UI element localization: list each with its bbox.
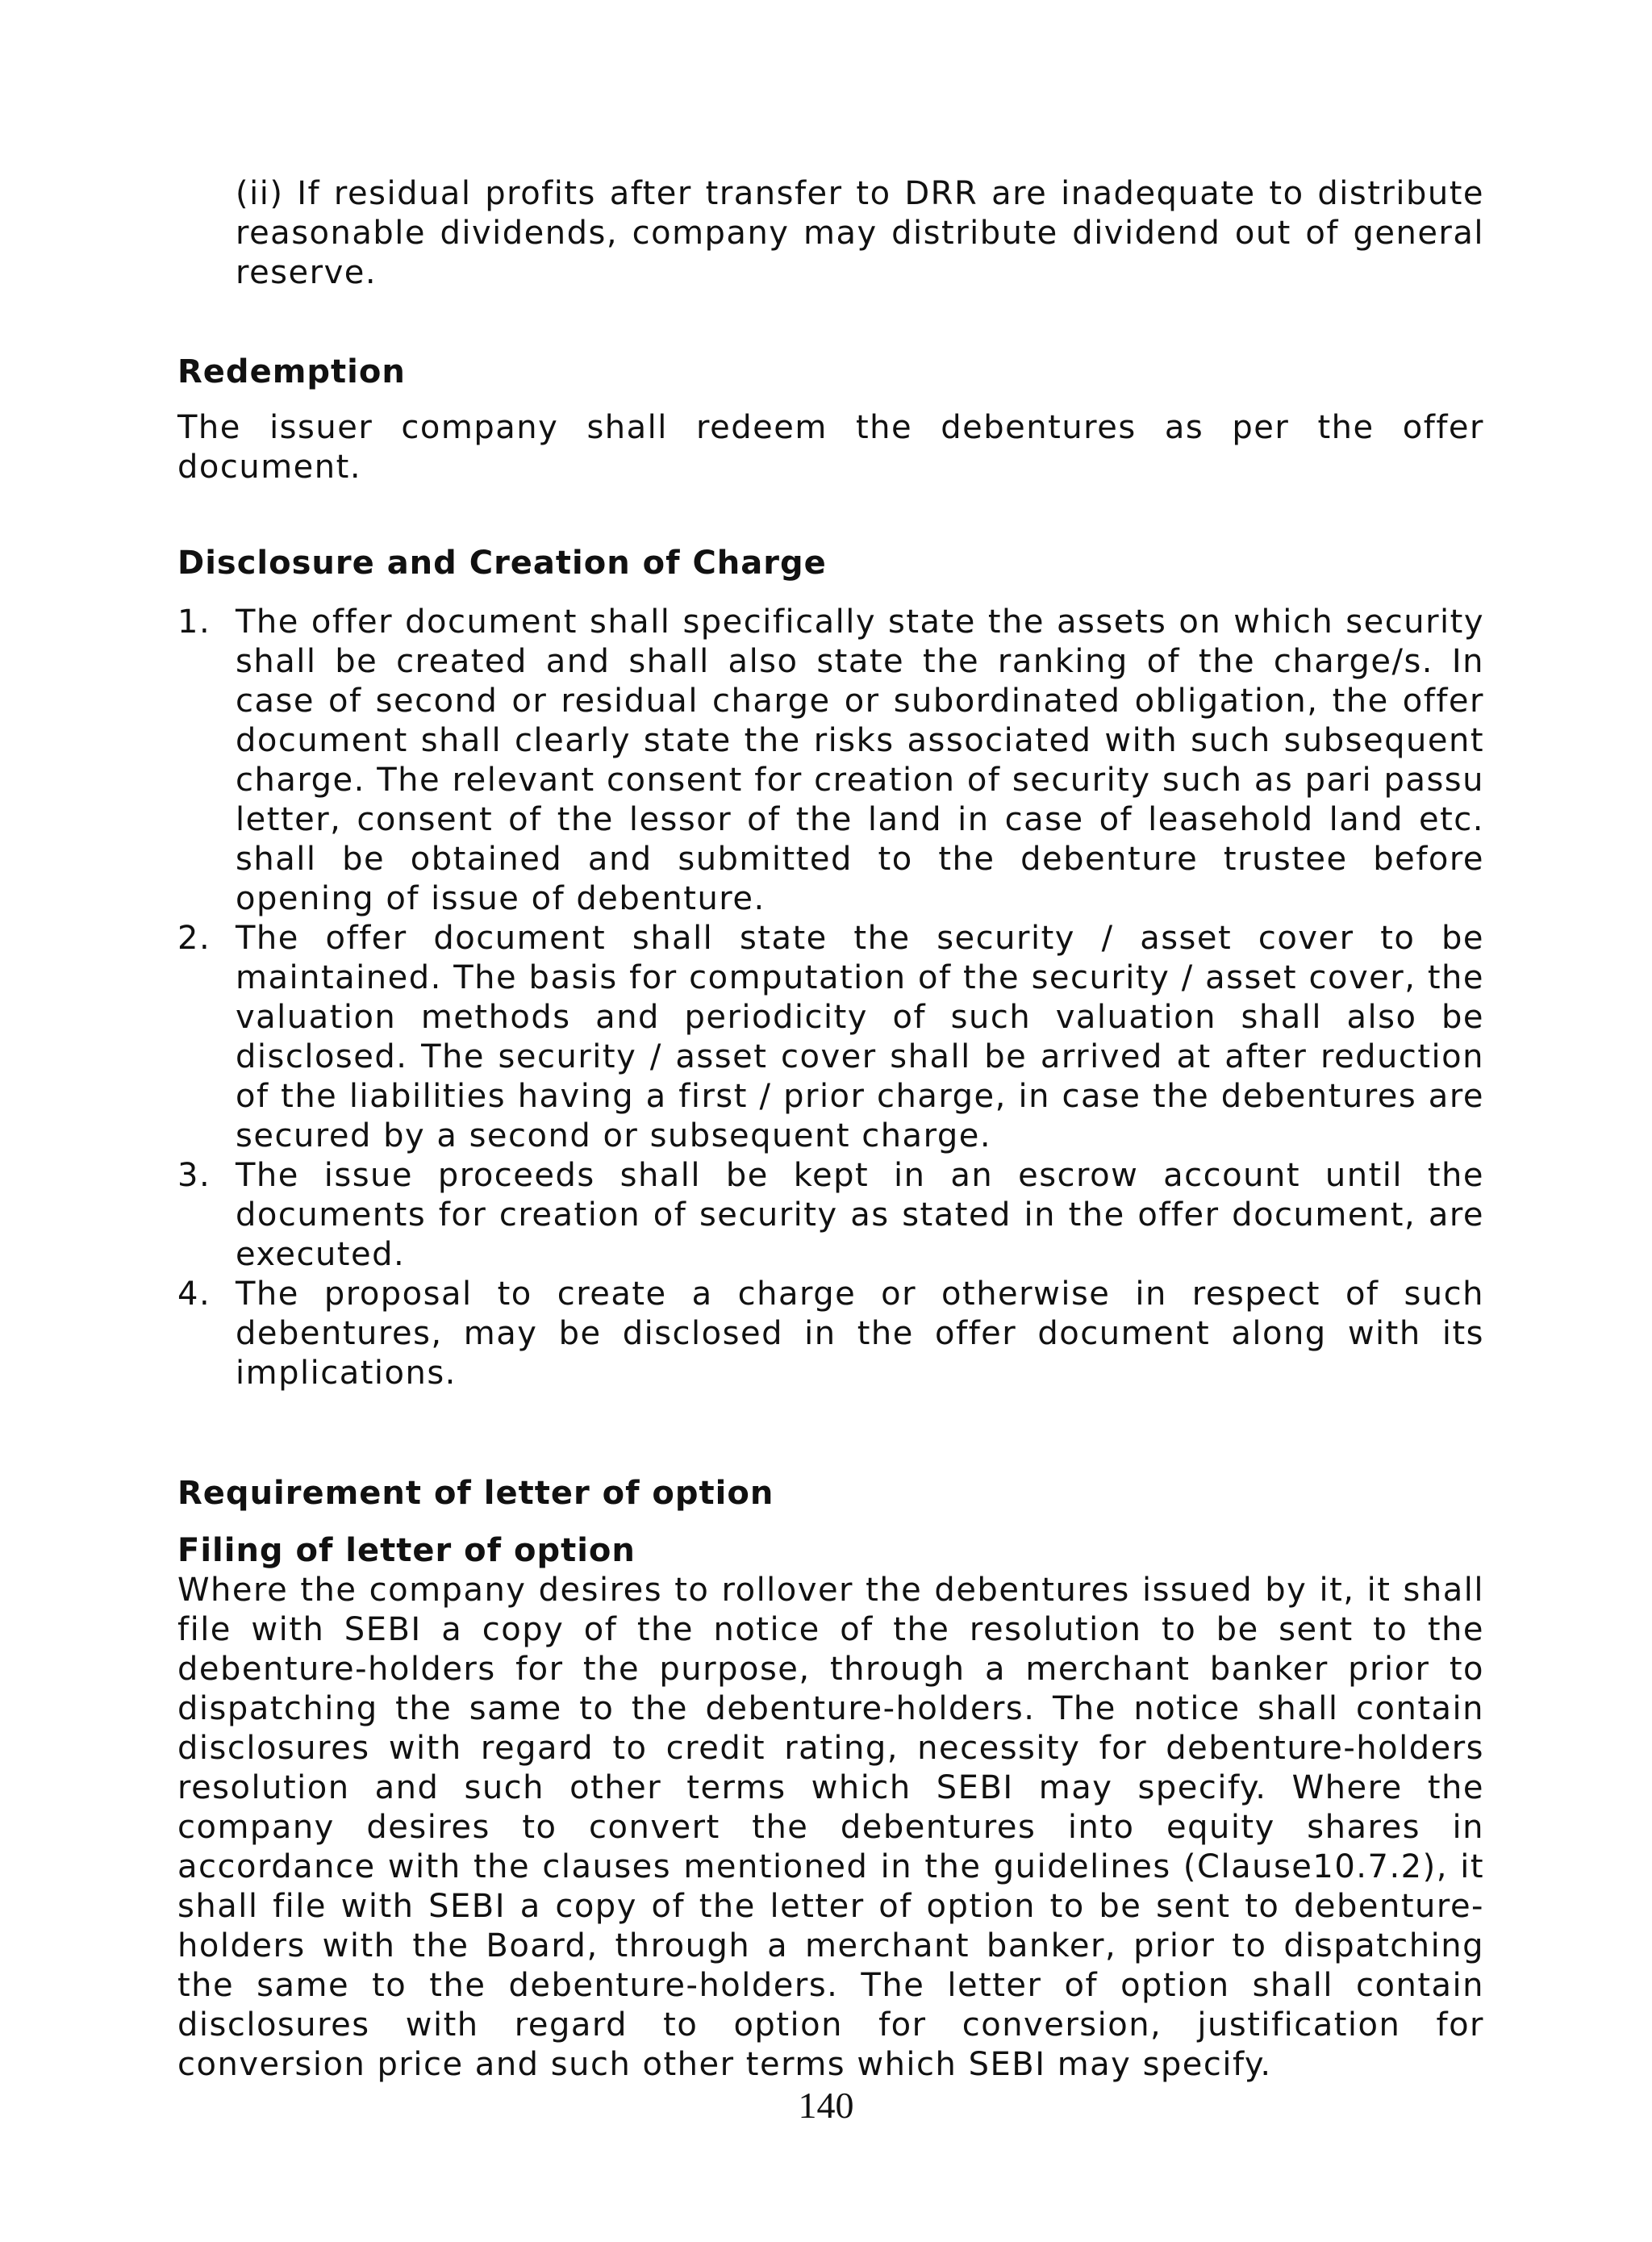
- list-item-number: 3.: [177, 1157, 211, 1194]
- list-item-text: The offer document shall state the security / asset cover to be maintained. The basis for computation of the security / asset cover, the valuation methods and periodicity of such valuation shall also be disclosed. The security / asset cover shall be arrived at after reduction of the liabilities having a first / prior charge, in case the debentures are secured by a second or subsequent charge.: [236, 920, 1484, 1154]
- list-item-text: The proposal to create a charge or otherwise in respect of such debentures, may be disclosed in the offer document along with its implications.: [236, 1275, 1484, 1392]
- page-number: 140: [798, 2085, 854, 2126]
- list-item-number: 2.: [177, 920, 211, 957]
- list-item: [177, 919, 1484, 1156]
- list-item-number: 4.: [177, 1275, 211, 1313]
- redemption-heading: Redemption: [177, 353, 406, 390]
- list-item-text: The issue proceeds shall be kept in an escrow account until the documents for creation of security as stated in the offer document, are executed.: [236, 1157, 1484, 1273]
- letter-of-option-heading: Requirement of letter of option: [177, 1475, 774, 1512]
- document-page: [177, 174, 1484, 2085]
- list-item-text: The offer document shall specifically state the assets on which security shall be created and shall also state the ranking of the charge/s. In case of second or residual charge or subordinated obligation, the offer document shall clearly state the risks associated with such subsequent charge. The relevant consent for creation of security such as pari passu letter, consent of the lessor of the land in case of leasehold land etc. shall be obtained and submitted to the debenture trustee before opening of issue of debenture.: [236, 603, 1484, 917]
- disclosure-heading: Disclosure and Creation of Charge: [177, 545, 827, 582]
- list-item: [177, 1275, 1484, 1393]
- letter-of-option-paragraph: Where the company desires to rollover the debentures issued by it, it shall file with SEBI a copy of the notice of the resolution to be sent to the debenture-holders for the purpose, through a merchant banker prior to dispatching the same to the debenture-holders. The notice shall contain disclosures with regard to credit rating, necessity for debenture-holders resolution and such other terms which SEBI may specify. Where the company desires to convert the debentures into equity shares in accordance with the clauses mentioned in the guidelines (Clause10.7.2), it shall file with SEBI a copy of the letter of option to be sent to debenture-holders with the Board, through a merchant banker, prior to dispatching the same to the debenture-holders. The letter of option shall contain disclosures with regard to option for conversion, justification for conversion price and such other terms which SEBI may specify.: [177, 1572, 1484, 2083]
- list-item: [177, 603, 1484, 919]
- redemption-paragraph: The issuer company shall redeem the debentures as per the offer document.: [177, 409, 1484, 486]
- list-item-number: 1.: [177, 603, 211, 641]
- list-item: [177, 1156, 1484, 1275]
- disclosure-list: [177, 603, 1484, 1393]
- intro-paragraph: (ii) If residual profits after transfer to DRR are inadequate to distribute reasonable dividends, company may distribute dividend out of general reserve.: [236, 175, 1484, 291]
- filing-subheading: Filing of letter of option: [177, 1532, 636, 1569]
